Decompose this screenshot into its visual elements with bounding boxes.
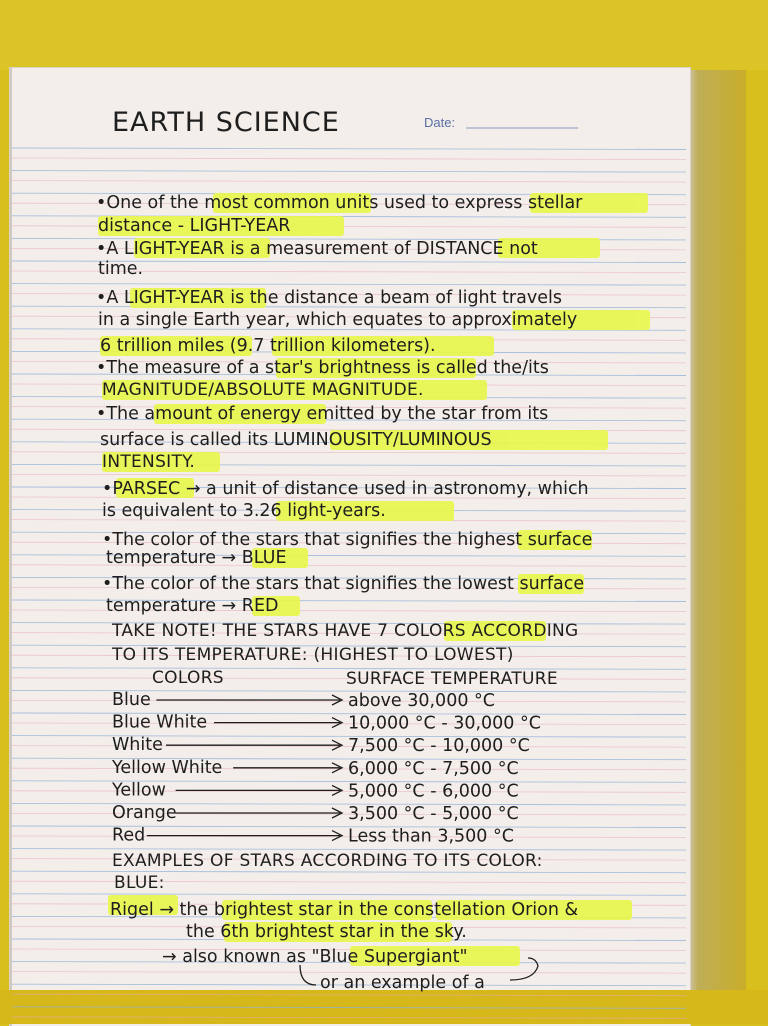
ruled-line [12,171,686,173]
note-line: •The color of the stars that signifies the highest surface [102,530,593,550]
table-row [112,735,530,756]
table-cell-color: Yellow White [112,757,223,778]
table-cell-temperature: 5,000 °C - 6,000 °C [348,781,519,802]
note-line: •PARSEC → a unit of distance used in astronomy, which [102,479,589,499]
table-cell-temperature: 7,500 °C - 10,000 °C [348,736,530,757]
table-header-temperature: SURFACE TEMPERATURE [346,669,558,689]
note-line: 6 trillion miles (9.7 trillion kilometers). [100,336,436,356]
note-line: is equivalent to 3.26 light-years. [102,501,386,521]
example-line: or an example of a [320,973,485,993]
table-cell-temperature: 10,000 °C - 30,000 °C [348,713,541,734]
ruled-line [12,474,686,476]
ruled-line [12,994,686,996]
ruled-line [12,158,686,160]
examples-heading: EXAMPLES OF STARS ACCORDING TO ITS COLOR: [112,851,543,871]
bracket-arrow-icon [300,965,316,985]
note-line: •A LIGHT-YEAR is the distance a beam of light travels [96,288,562,308]
note-line: surface is called its LUMINOUSITY/LUMINOUS [100,430,492,450]
note-line: in a single Earth year, which equates to approximately [98,310,578,330]
table-cell-temperature: above 30,000 °C [348,691,495,711]
table-row [111,758,519,779]
note-line: TAKE NOTE! THE STARS HAVE 7 COLORS ACCORDING [112,621,579,641]
table-cell-temperature: 6,000 °C - 7,500 °C [348,758,519,779]
note-line: distance - LIGHT-YEAR [98,216,291,236]
table-cell-color: Yellow [112,780,166,801]
note-line: •One of the most common units used to express stellar [96,193,583,213]
note-line: TO ITS TEMPERATURE: (HIGHEST TO LOWEST) [112,645,514,665]
date-label: Date: [424,115,456,130]
table-row [112,713,541,734]
note-line: MAGNITUDE/ABSOLUTE MAGNITUDE. [102,380,424,400]
table-row [112,826,514,847]
table-header-colors: COLORS [152,668,224,688]
note-line: •The amount of energy emitted by the star from its [96,404,549,424]
example-line: Rigel → the brightest star in the constellation Orion & [110,900,579,920]
table-row [112,803,519,824]
table-cell-color: White [112,735,163,756]
note-line: •A LIGHT-YEAR is a measurement of DISTANCE not [96,239,538,259]
example-line: the 6th brightest star in the sky. [186,922,467,942]
ruled-line [12,1017,686,1019]
note-line: temperature → RED [106,596,279,616]
ruled-line [12,1007,686,1009]
ruled-line [12,148,686,150]
note-line: time. [98,259,144,279]
note-line: INTENSITY. [102,452,196,472]
note-line: temperature → BLUE [106,548,287,568]
page-title: EARTH SCIENCE [112,107,340,138]
ruled-line [12,284,686,286]
table-cell-color: Red [112,825,146,846]
table-cell-temperature: 3,500 °C - 5,000 °C [348,804,519,824]
table-cell-temperature: Less than 3,500 °C [348,826,514,847]
note-line: •The measure of a star's brightness is called the/its [96,358,549,378]
examples-subheading: BLUE: [114,873,165,893]
table-cell-color: Blue [112,690,151,710]
note-line: •The color of the stars that signifies the lowest surface [102,574,585,594]
example-line: → also known as "Blue Supergiant" [162,947,468,967]
table-cell-color: Orange [112,803,177,823]
table-row [112,690,495,711]
ruled-line [12,849,686,851]
ruled-line [12,181,686,183]
table-cell-color: Blue White [112,712,208,733]
